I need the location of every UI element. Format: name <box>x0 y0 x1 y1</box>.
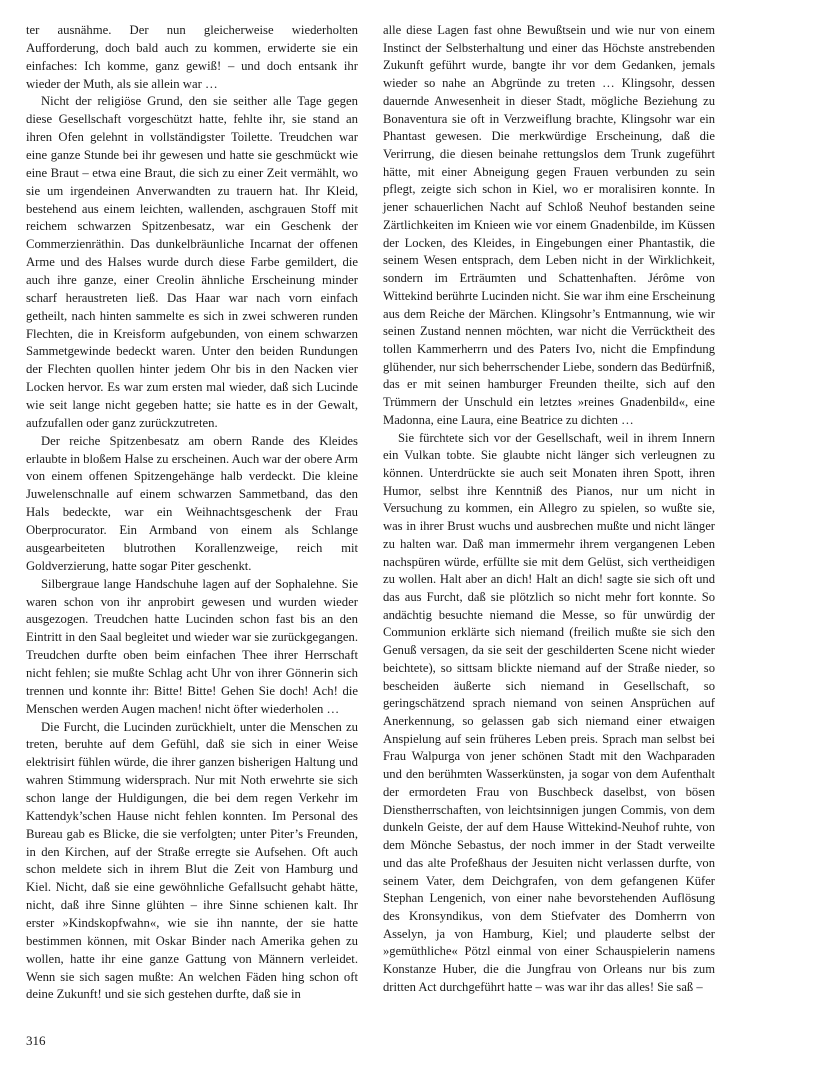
paragraph: alle diese Lagen fast ohne Bewußtsein und wie nur von einem Instinct der Selbsterhaltung und einer das Höchste anstrebenden Zukunft geführt wurde, bangte ihr vor dem Gedanken, jemals wieder so nahe an Abgründe zu treten … Klingsohr, dessen dauernde Anwesenheit in dieser Stadt, mögliche Beziehung zu Bonaventura sie oft in Verzweiflung brachte, Klingsohr war ein Phantast gewesen. Die merkwürdige Erscheinung, daß die Verirrung, die diesen beinahe rettungslos dem Trunk zugeführt hätte, mit einer Abneigung gegen Frauen verbunden zu sein pflegt, zeigte sich schon in Kiel, wo er moralisiren konnte. In jener schauerlichen Nacht auf Schloß Neuhof bestanden seine Zärtlichkeiten im Knieen wie vor einem Gnadenbilde, im Küssen der Locken, des Kleides, in Eingebungen einer Phantastik, die seinem Wesen entsprach, dem Leben nicht in der Wirklichkeit, sondern im Erträumten und Schattenhaften. Jérôme von Wittekind berührte Lucinden nicht. Sie war ihm eine Erscheinung aus dem Reiche der Märchen. Klingsohr’s Entmannung, wie wir seinen Zustand nennen möchten, war nicht die Verrücktheit des tollen Kammerherrn und des Paters Ivo, nicht die Empfindung glühender, nur sich beherrschender Liebe, sondern das Bedürfniß, das er mit seinen hamburger Freunden theilte, sich auf den Trümmern der Unschuld ein letztes »reines Gnadenbild«, eine Madonna, eine Laura, eine Beatrice zu dichten … <box>383 23 715 427</box>
page-number: 316 <box>26 1033 46 1048</box>
paragraph: Nicht der religiöse Grund, den sie seither alle Tage gegen diese Gesellschaft vorgeschützt hatte, fehlte ihr, sie stand an ihren Ofen gelehnt in vollständigster Toilette. Treudchen war eine ganze Stunde bei ihr gewesen und hatte sie geschmückt wie eine Braut – etwa eine Braut, die sich zu einer Zeit vermählt, wo sie um irgendeinen Anverwandten zu trauern hat. Ihr Kleid, bestehend aus einem leichten, wallenden, aschgrauen Stoff mit reichem schwarzen Spitzenbesatz, war ein Geschenk der Commerzienräthin. Das dunkelbräunliche Incarnat der offenen Arme und des Halses wurde durch diese Farbe gemildert, die auch ihre ganze, einer Creolin ähnliche Erscheinung minder scharf heraustreten ließ. Das Haar war nach vorn einfach getheilt, nach hinten sammelte es sich in zwei schweren runden Flechten, die in Kreisform aufgebunden, von einem schwarzen Sammetgewinde bedeckt waren. Unter den beiden Rundungen der Flechten quollen hinter jedem Ohr bis in den Nacken vier Locken hervor. Es war zum ersten mal wieder, daß sich Lucinde wie seit lange nicht gegeben hatte; sie hatte es in der Gewalt, aufzufallen oder ganz zurückzutreten. <box>26 94 358 430</box>
right-column <box>383 22 715 997</box>
left-column <box>26 22 358 1004</box>
paragraph: Sie fürchtete sich vor der Gesellschaft, weil in ihrem Innern ein Vulkan tobte. Sie glaubte nicht länger sich verleugnen zu können. Unterdrückte sie auch seit Monaten ihren Spott, ihren Humor, selbst ihre Kenntniß des Pianos, nur um nicht in Versuchung zu kommen, ein Allegro zu spielen, so wußte sie, was in ihrer Brust wuchs und ausbrechen mußte und nicht länger zu halten war. Daß man immermehr ihrem vergangenen Leben nachspüren würde, erfüllte sie mit dem Gelüst, sich vertheidigen zu wollen. Halt aber an dich! Halt an dich! sagte sie sich oft und das aus Furcht, daß sie plötzlich so nicht mehr fort konnte. So andächtig besuchte niemand die Messe, so für unwürdig der Communion erklärte sich niemand (freilich mußte sie sich den Genuß versagen, da sie seit der geschilderten Scene nicht wieder beichtete), so sittsam blickte niemand auf der Straße nieder, so bescheiden äußerte sich niemand in Gesellschaft, so geringschätzend sprach niemand von seinen Ansprüchen auf Anerkennung, so gelassen gab sich niemand einer etwaigen Anspielung auf sein früheres Leben preis. Sprach man selbst bei Frau Walpurga von jener schönen Stadt mit den Wachparaden und den berühmten Wasserkünsten, ja sogar von dem Aufenthalt der ermordeten Frau von Buschbeck daselbst, von bösen Dienstherrschaften, von leichtsinnigen jungen Commis, von dem dunkeln Geiste, der auf dem Hause Wittekind-Neuhof ruhte, von dem Mönche Sebastus, der noch immer in der Stadt verweilte und das alte Profeßhaus der Jesuiten nicht verlassen durfte, von seinem Vater, dem Deichgrafen, von dem gefangenen Küfer Stephan Lengenich, von einer nahe bevorstehenden Auflösung des Kronsyndikus, von dem Stiefvater des Domherrn von Asselyn, ja von Hamburg, Kiel; und plauderte selbst der »gemüthliche« Pötzl einmal von einer Schauspielerin namens Konstanze Huber, die die Jungfrau von Orleans nur bis zum dritten Act durchgeführt hatte – was war ihr das alles! Sie saß – <box>383 430 715 994</box>
paragraph: Der reiche Spitzenbesatz am obern Rande des Kleides erlaubte in bloßem Halse zu erscheinen. Auch war der obere Arm von einem offenen Spitzengehänge halb verdeckt. Die kleine Juwelenschnalle auf einem schwarzen Sammetband, das den Hals bedeckte, war ein Weihnachtsgeschenk der Frau Oberprocurator. Ein Armband von einem als Schlange ausgearbeiteten blutrothen Korallenzweige, reich mit Goldverzierung, hatte sogar Piter geschenkt. <box>26 433 358 573</box>
paragraph: Die Furcht, die Lucinden zurückhielt, unter die Menschen zu treten, beruhte auf dem Gefühl, daß sie sich in einer Weise elektrisirt fühlen würde, die ihrer ganzen bisherigen Haltung und wahren Stimmung widersprach. Nur mit Noth erwehrte sie sich schon lange der Huldigungen, die bei dem regen Verkehr im Kattendyk’schen Hause nicht fehlen konnten. Im Personal des Bureau gab es Blicke, die sie verfolgten; unter Piter’s Freunden, in den Kirchen, auf der Straße erregte sie Aufsehen. Oft auch schon meldete sich in ihrem Blut die Zeit von Hamburg und Kiel. Nicht, daß sie eine gewöhnliche Gefallsucht gehabt hätte, nicht, daß ihre Sinne glühten – ihre Sinne schienen kalt. Ihr erster »Kindskopfwahn«, wie sie ihn nannte, der sie hatte bestimmen können, mit Oskar Binder nach Amerika gehen zu wollen, hatte ihr eine ganze Gattung von Männern verleidet. Wenn sie sich sagen mußte: An welchen Fäden hing schon oft deine Zukunft! und sie sich gestehen durfte, daß sie in <box>26 719 358 1002</box>
paragraph: ter ausnähme. Der nun gleicherweise wiederholten Aufforderung, doch bald auch zu kommen, erwiderte sie ein einfaches: Ich komme, ganz gewiß! – und doch entsank ihr wieder der Muth, als sie allein war … <box>26 23 358 91</box>
paragraph: Silbergraue lange Handschuhe lagen auf der Sophalehne. Sie waren schon von ihr anprobirt gewesen und wurden wieder ausgezogen. Treudchen hatte Lucinden schon fast bis an den Eintritt in den Saal begleitet und wieder war sie zurückgegangen. Treudchen durfte oben beim einfachen Thee ihrer Herrschaft nicht fehlen; sie mußte Schlag acht Uhr von ihrer Gönnerin sich trennen und konnte ihr: Bitte! Bitte! Gehen Sie doch! Ach! die Menschen werden Augen machen! nicht öfter wiederholen … <box>26 576 358 716</box>
